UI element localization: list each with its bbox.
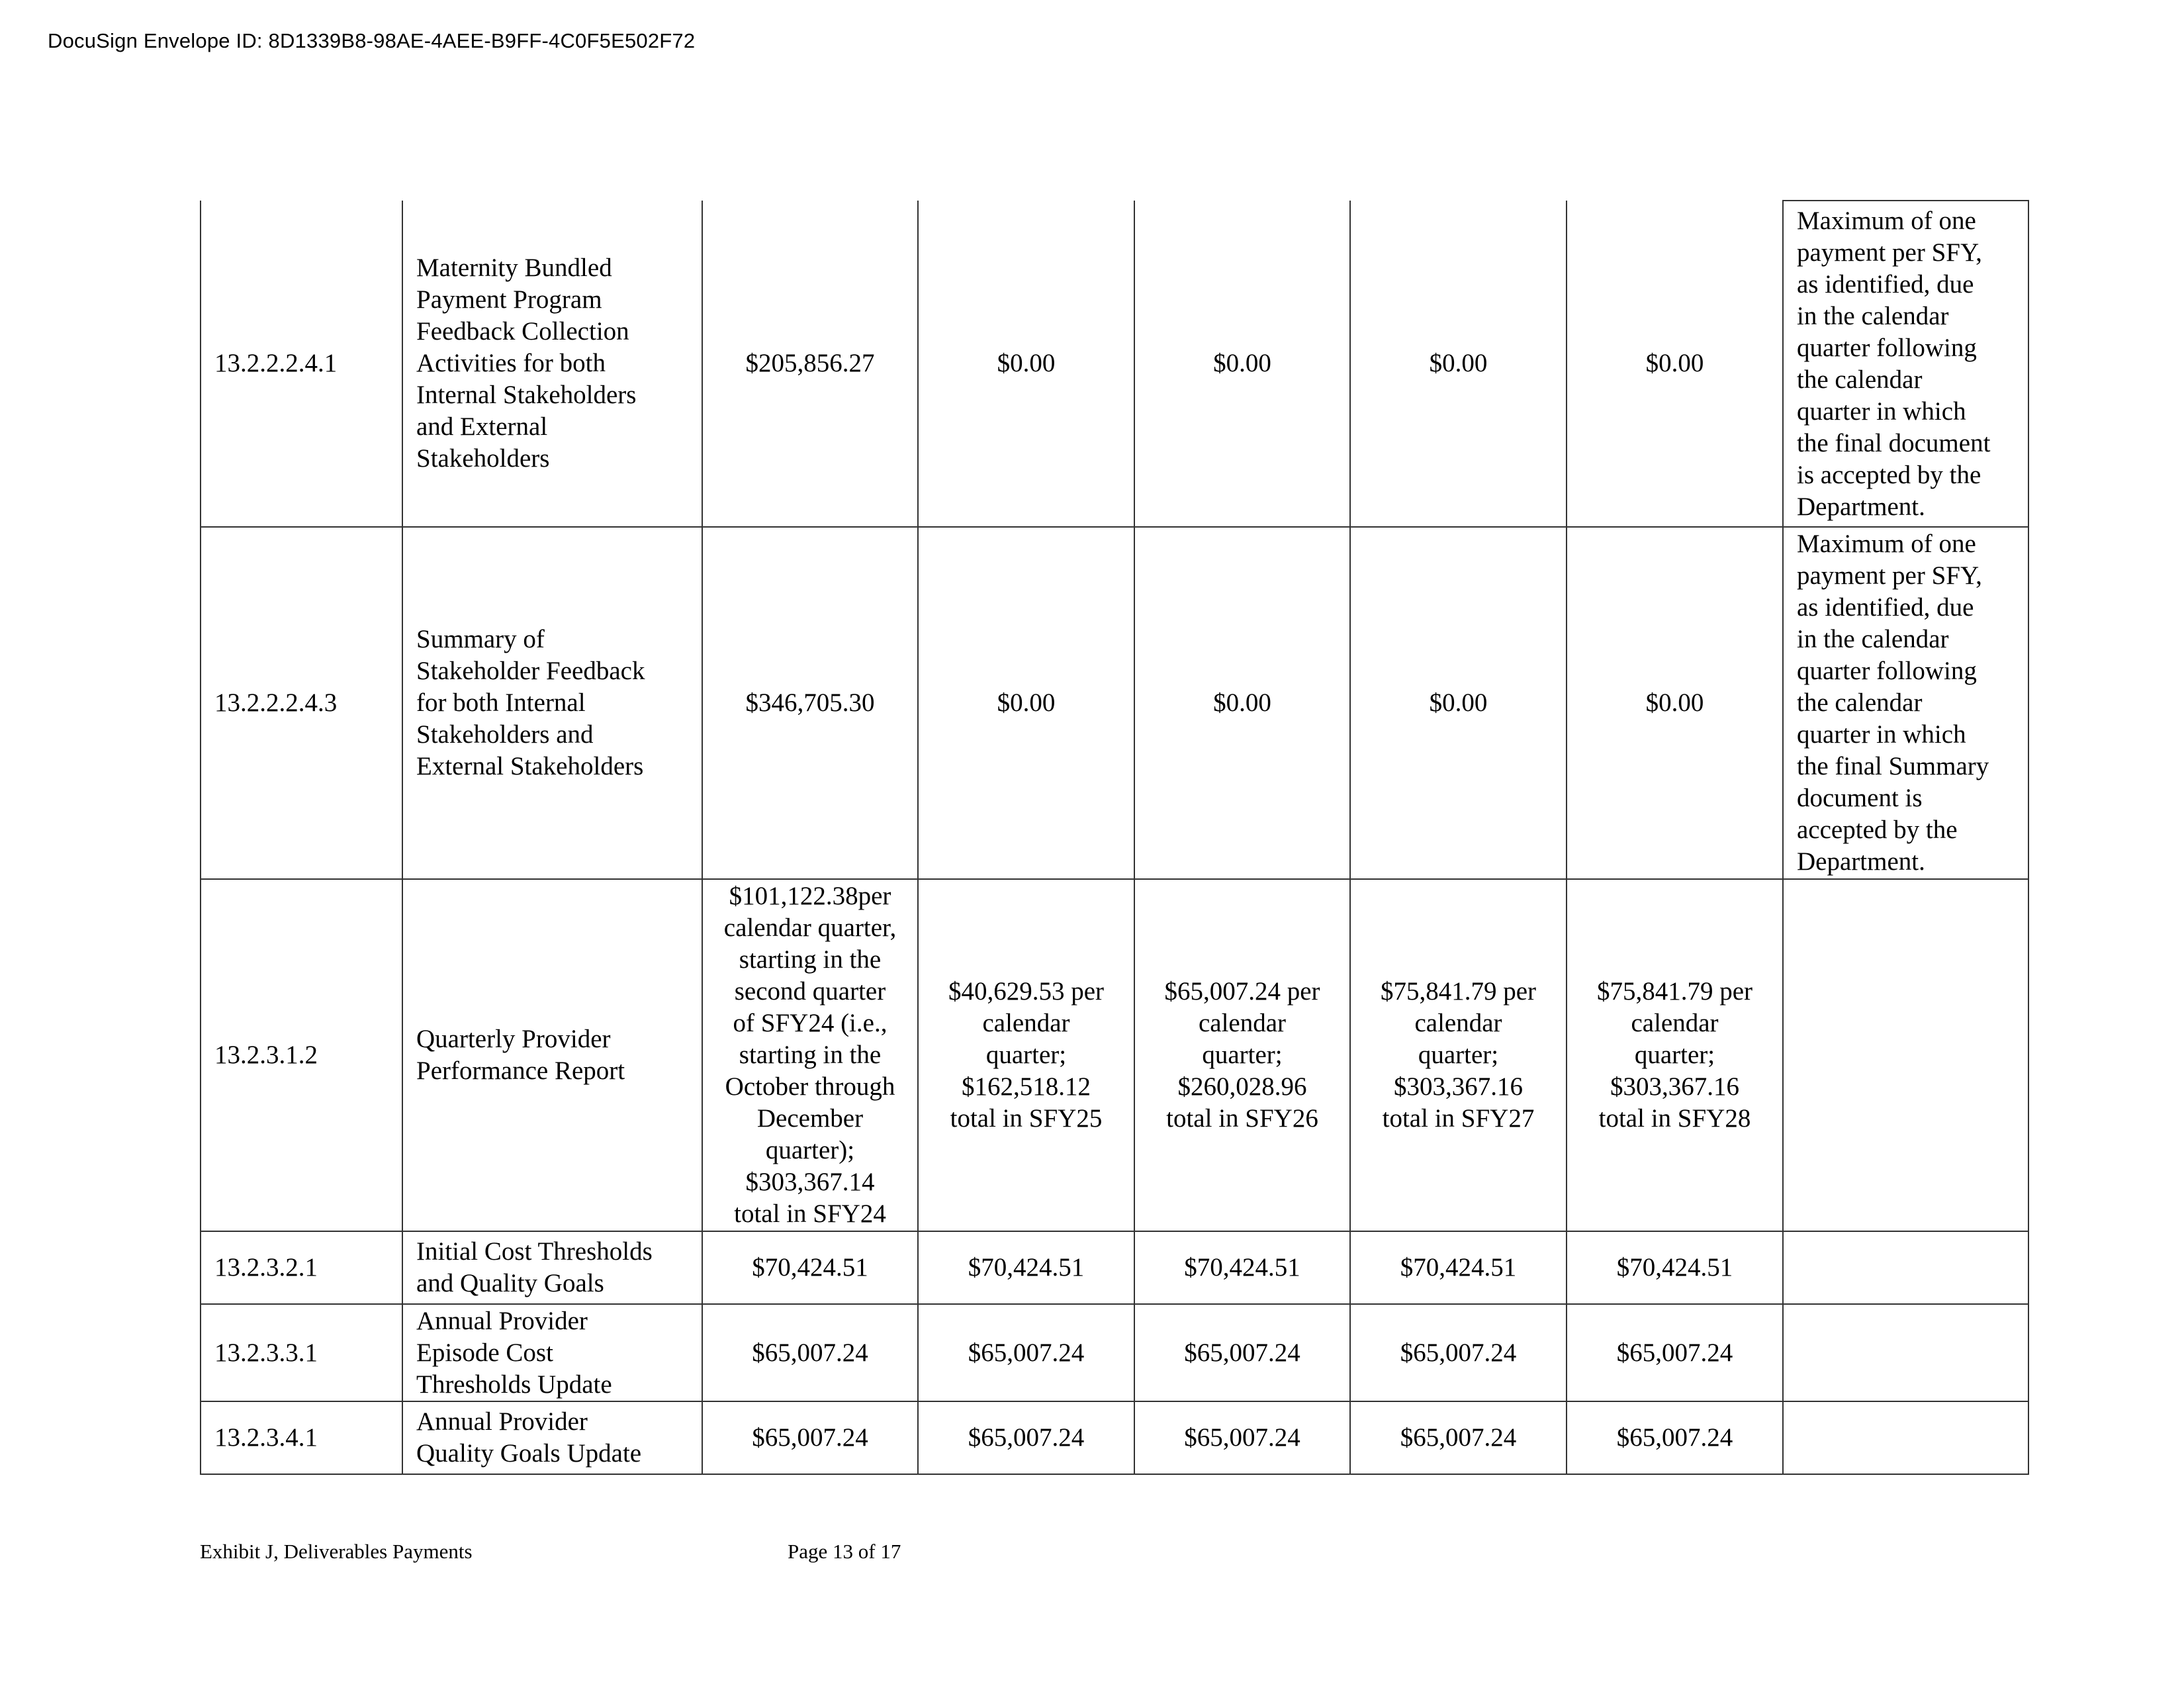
sfy28-amount	[1567, 1304, 1783, 1401]
sfy25-amount	[918, 879, 1134, 1231]
sfy26-amount	[1134, 201, 1350, 527]
sfy28-amount	[1567, 527, 1783, 879]
footer-page-number: Page 13 of 17	[788, 1540, 901, 1563]
sfy24-amount	[702, 879, 918, 1231]
deliverable-description-line: Thresholds Update	[416, 1370, 612, 1399]
deliverable-description-line: Initial Cost Thresholds	[416, 1237, 653, 1266]
sfy24-amount	[702, 1304, 918, 1401]
payment-note-line: Maximum of one	[1797, 530, 1976, 558]
payment-note-line: accepted by the	[1797, 816, 1958, 844]
payment-note-line: Department.	[1797, 492, 1925, 521]
table-row	[201, 1231, 2028, 1304]
sfy26-amount-line: quarter;	[1202, 1041, 1283, 1069]
sfy27-amount-line: $70,424.51	[1400, 1253, 1517, 1282]
sfy27-amount-line: $75,841.79 per	[1380, 977, 1537, 1006]
sfy26-amount-line: $65,007.24	[1184, 1338, 1300, 1367]
sfy28-amount	[1567, 879, 1783, 1231]
sfy25-amount-line: $65,007.24	[968, 1423, 1085, 1452]
sfy25-amount-line: $0.00	[997, 688, 1056, 717]
payment-note-line: the final document	[1797, 428, 1991, 457]
sfy25-amount	[918, 1401, 1134, 1474]
deliverable-description-line: and Quality Goals	[416, 1269, 604, 1297]
sfy28-amount-line: $65,007.24	[1616, 1338, 1733, 1367]
sfy24-amount-line: $101,122.38per	[729, 882, 891, 910]
deliverable-description	[402, 201, 702, 527]
deliverable-description-line: Payment Program	[416, 285, 602, 314]
sfy28-amount	[1567, 1401, 1783, 1474]
sfy26-amount-line: $0.00	[1213, 349, 1271, 377]
payment-note-line: as identified, due	[1797, 269, 1974, 299]
payment-note-line: in the calendar	[1797, 625, 1949, 653]
sfy27-amount-line: $0.00	[1429, 349, 1488, 377]
payment-note	[1783, 879, 2028, 1231]
sfy26-amount-line: $0.00	[1213, 688, 1271, 717]
deliverable-description-line: Quality Goals Update	[416, 1439, 642, 1468]
sfy24-amount-line: total in SFY24	[734, 1199, 886, 1228]
sfy25-amount-line: $70,424.51	[968, 1253, 1085, 1282]
sfy24-amount	[702, 1401, 918, 1474]
sfy27-amount-line: $303,367.16	[1394, 1072, 1523, 1101]
sfy28-amount-line: $0.00	[1645, 349, 1704, 377]
payment-note	[1783, 1231, 2028, 1304]
sfy24-amount-line: $346,705.30	[745, 688, 875, 717]
deliverable-number: 13.2.2.2.4.1	[201, 201, 402, 527]
payment-note-line: the calendar	[1797, 688, 1923, 717]
payment-note-line: the calendar	[1797, 365, 1923, 394]
sfy25-amount	[918, 201, 1134, 527]
sfy27-amount	[1350, 879, 1567, 1231]
sfy24-amount	[702, 201, 918, 527]
payment-note-line: quarter in which	[1797, 397, 1966, 426]
deliverable-description-line: Stakeholders and	[416, 720, 594, 749]
sfy26-amount	[1134, 879, 1350, 1231]
deliverable-number: 13.2.3.3.1	[201, 1304, 402, 1401]
sfy26-amount-line: $260,028.96	[1177, 1072, 1307, 1101]
payment-note-line: the final Summary	[1797, 752, 1989, 780]
sfy28-amount-line: $65,007.24	[1616, 1423, 1733, 1452]
payment-note	[1783, 201, 2028, 527]
payment-note-line: quarter following	[1797, 657, 1977, 685]
deliverable-description-line: Performance Report	[416, 1056, 625, 1085]
sfy26-amount	[1134, 527, 1350, 879]
sfy26-amount	[1134, 1231, 1350, 1304]
deliverable-description-line: Quarterly Provider	[416, 1025, 611, 1053]
deliverable-description-line: Annual Provider	[416, 1306, 588, 1335]
sfy27-amount	[1350, 1401, 1567, 1474]
deliverable-description	[402, 879, 702, 1231]
sfy26-amount-line: $70,424.51	[1184, 1253, 1300, 1282]
table-row	[201, 879, 2028, 1231]
table-row	[201, 1304, 2028, 1401]
sfy25-amount-line: quarter;	[985, 1041, 1067, 1069]
deliverables-payments-table	[200, 200, 2029, 1475]
sfy24-amount-line: calendar quarter,	[723, 914, 897, 942]
deliverable-description	[402, 1304, 702, 1401]
sfy24-amount-line: quarter);	[765, 1136, 855, 1164]
sfy25-amount	[918, 1231, 1134, 1304]
envelope-id: DocuSign Envelope ID: 8D1339B8-98AE-4AEE-B9FF-4C0F5E502F72	[48, 29, 696, 52]
deliverable-description	[402, 1231, 702, 1304]
deliverable-description	[402, 1401, 702, 1474]
sfy27-amount-line: $65,007.24	[1400, 1338, 1517, 1367]
deliverable-number: 13.2.3.1.2	[201, 879, 402, 1231]
sfy24-amount-line: $205,856.27	[745, 349, 875, 377]
sfy24-amount-line: October through	[725, 1072, 895, 1101]
payment-note	[1783, 1304, 2028, 1401]
sfy28-amount	[1567, 1231, 1783, 1304]
sfy24-amount	[702, 1231, 918, 1304]
footer-exhibit-title: Exhibit J, Deliverables Payments	[200, 1540, 473, 1563]
sfy24-amount-line: starting in the	[739, 1041, 882, 1069]
sfy24-amount-line: $70,424.51	[752, 1253, 868, 1282]
sfy25-amount-line: total in SFY25	[950, 1104, 1103, 1133]
payment-note-line: payment per SFY,	[1797, 238, 1982, 267]
deliverable-description-line: for both Internal	[416, 688, 586, 717]
deliverable-description	[402, 527, 702, 879]
sfy27-amount-line: calendar	[1414, 1009, 1502, 1037]
deliverable-description-line: Activities for both	[416, 349, 606, 377]
sfy25-amount-line: $40,629.53 per	[948, 977, 1105, 1006]
sfy27-amount-line: $0.00	[1429, 688, 1488, 717]
payment-note-line: is accepted by the	[1797, 460, 1981, 489]
payment-note-line: document is	[1797, 784, 1923, 812]
sfy28-amount	[1567, 201, 1783, 527]
deliverable-description-line: External Stakeholders	[416, 752, 644, 780]
deliverable-description-line: Annual Provider	[416, 1407, 588, 1436]
deliverable-description-line: Internal Stakeholders	[416, 381, 637, 409]
sfy28-amount-line: calendar	[1631, 1009, 1719, 1037]
sfy27-amount	[1350, 527, 1567, 879]
deliverable-description-line: Episode Cost	[416, 1338, 553, 1367]
sfy25-amount-line: $0.00	[997, 349, 1056, 377]
sfy28-amount-line: $0.00	[1645, 688, 1704, 717]
sfy26-amount-line: $65,007.24 per	[1164, 977, 1320, 1006]
sfy27-amount-line: total in SFY27	[1382, 1104, 1535, 1133]
deliverable-description-line: and External	[416, 412, 548, 441]
deliverable-description-line: Summary of	[416, 625, 545, 653]
sfy24-amount-line: December	[756, 1104, 864, 1133]
deliverable-number: 13.2.3.4.1	[201, 1401, 402, 1474]
payment-note	[1783, 1401, 2028, 1474]
sfy24-amount-line: $65,007.24	[752, 1338, 868, 1367]
sfy24-amount-line: starting in the	[739, 945, 882, 974]
table-row	[201, 527, 2028, 879]
sfy27-amount-line: $65,007.24	[1400, 1423, 1517, 1452]
payment-note-line: quarter following	[1797, 333, 1977, 362]
sfy24-amount	[702, 527, 918, 879]
payment-note-line: quarter in which	[1797, 720, 1966, 749]
sfy26-amount-line: $65,007.24	[1184, 1423, 1300, 1452]
payment-note-line: Maximum of one	[1797, 206, 1976, 235]
sfy24-amount-line: second quarter	[734, 977, 886, 1006]
sfy27-amount	[1350, 201, 1567, 527]
payment-note-line: payment per SFY,	[1797, 561, 1982, 590]
sfy26-amount	[1134, 1401, 1350, 1474]
sfy26-amount-line: calendar	[1198, 1009, 1287, 1037]
sfy26-amount	[1134, 1304, 1350, 1401]
sfy28-amount-line: quarter;	[1634, 1041, 1715, 1069]
sfy24-amount-line: $65,007.24	[752, 1423, 868, 1452]
sfy28-amount-line: $75,841.79 per	[1596, 977, 1753, 1006]
sfy27-amount	[1350, 1231, 1567, 1304]
sfy28-amount-line: $303,367.16	[1610, 1072, 1739, 1101]
deliverable-number: 13.2.2.2.4.3	[201, 527, 402, 879]
table-row	[201, 1401, 2028, 1474]
table-row	[201, 201, 2028, 527]
sfy26-amount-line: total in SFY26	[1166, 1104, 1318, 1133]
payment-note-line: Department.	[1797, 847, 1925, 876]
sfy24-amount-line: $303,367.14	[745, 1168, 875, 1196]
payment-note-line: in the calendar	[1797, 301, 1949, 330]
sfy27-amount	[1350, 1304, 1567, 1401]
sfy27-amount-line: quarter;	[1418, 1041, 1499, 1069]
sfy28-amount-line: $70,424.51	[1616, 1253, 1733, 1282]
deliverable-description-line: Stakeholder Feedback	[416, 657, 645, 685]
payment-note	[1783, 527, 2028, 879]
deliverable-description-line: Stakeholders	[416, 444, 550, 473]
sfy25-amount	[918, 1304, 1134, 1401]
deliverable-description-line: Feedback Collection	[416, 317, 629, 346]
payment-note-line: as identified, due	[1797, 593, 1974, 622]
sfy25-amount-line: $65,007.24	[968, 1338, 1085, 1367]
sfy25-amount-line: $162,518.12	[962, 1072, 1091, 1101]
sfy28-amount-line: total in SFY28	[1598, 1104, 1751, 1133]
sfy25-amount	[918, 527, 1134, 879]
sfy25-amount-line: calendar	[982, 1009, 1070, 1037]
deliverable-description-line: Maternity Bundled	[416, 254, 612, 282]
sfy24-amount-line: of SFY24 (i.e.,	[733, 1009, 887, 1037]
deliverable-number: 13.2.3.2.1	[201, 1231, 402, 1304]
